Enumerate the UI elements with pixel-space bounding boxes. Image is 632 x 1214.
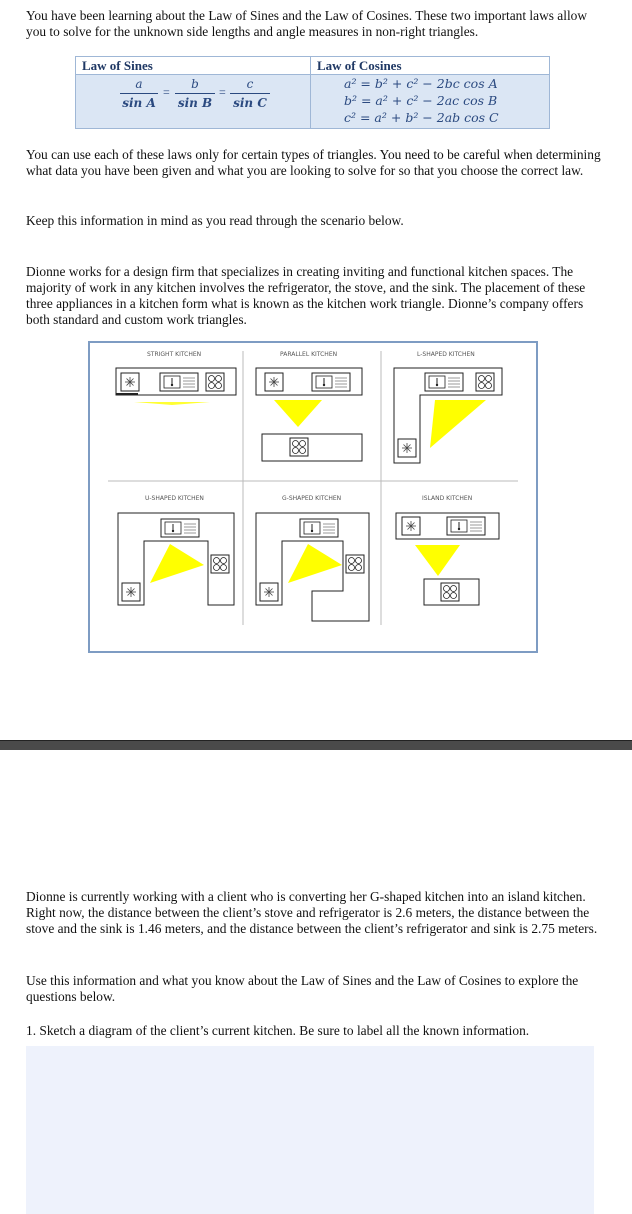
question-1: 1. Sketch a diagram of the client’s current kitchen. Be sure to label all the known information. (26, 1023, 530, 1038)
l-shaped-kitchen-label: L-SHAPED KITCHEN (417, 351, 475, 358)
sines-fraction-a (120, 77, 158, 110)
sines-denominator: sin B (177, 96, 213, 110)
sines-denominator: sin C (233, 96, 267, 110)
sines-numerator: c (246, 77, 254, 91)
straight-kitchen-label: STRIGHT KITCHEN (147, 351, 202, 358)
laws-table (75, 56, 550, 129)
law-of-sines-header: Law of Sines (76, 57, 310, 75)
sines-numerator: a (135, 77, 143, 91)
cosine-formula-a: a² = b² + c² − 2bc cos A (344, 76, 498, 91)
caution-paragraph: You can use each of these laws only for certain types of triangles. You need to be careful when determining what data you have been given and what you are looking to solve for so that you choose the correct law. (26, 147, 601, 178)
sines-denominator: sin A (122, 96, 156, 110)
l-shaped-kitchen-plan (394, 368, 502, 463)
law-of-sines-column (76, 57, 311, 128)
equals-sign: = (219, 85, 226, 99)
intro-paragraph: You have been learning about the Law of Sines and the Law of Cosines. These two important laws allow you to solve for the unknown side lengths and angle measures in non-right triangles. (26, 8, 588, 39)
kitchen-layouts-figure (88, 341, 538, 653)
cosine-formula-c: c² = a² + b² − 2ab cos C (344, 110, 499, 125)
scenario-paragraph: Dionne works for a design firm that specializes in creating inviting and functional kitchen spaces. The majority of work in any kitchen involves the refrigerator, the stove, and the sink. The placement of these three appliances in a kitchen form what is known as the kitchen work triangle. Dionne’s company offers both standard and custom work triangles. (26, 264, 586, 327)
g-shaped-kitchen-label: G-SHAPED KITCHEN (282, 495, 342, 502)
g-shaped-kitchen-plan (256, 513, 369, 621)
use-info-paragraph: Use this information and what you know about the Law of Sines and the Law of Cosines to explore the questions below. (26, 973, 579, 1004)
sines-fraction-b (175, 77, 215, 110)
island-kitchen-plan (396, 513, 499, 605)
client-paragraph: Dionne is currently working with a client who is converting her G-shaped kitchen into an island kitchen. Right now, the distance between the client’s stove and refrigerator is 2.6 meters, the distance between the stove and the sink is 1.46 meters, and the distance between the client’s refrigerator and sink is 2.75 meters. (26, 889, 598, 936)
equals-sign: = (163, 85, 170, 99)
page-separator (0, 740, 632, 750)
parallel-kitchen-label: PARALLEL KITCHEN (280, 351, 338, 358)
u-shaped-kitchen-plan (118, 513, 234, 605)
keep-in-mind-paragraph: Keep this information in mind as you read through the scenario below. (26, 213, 404, 228)
sines-fraction-c (230, 77, 270, 110)
law-of-cosines-header: Law of Cosines (311, 57, 549, 75)
law-of-cosines-column (311, 57, 549, 128)
straight-kitchen-plan (116, 368, 236, 405)
sines-numerator: b (191, 77, 199, 91)
cosine-formula-b: b² = a² + c² − 2ac cos B (344, 93, 498, 108)
u-shaped-kitchen-label: U-SHAPED KITCHEN (145, 495, 204, 502)
answer-box[interactable] (26, 1046, 594, 1214)
island-kitchen-label: ISLAND KITCHEN (422, 495, 473, 502)
parallel-kitchen-plan (256, 368, 362, 461)
